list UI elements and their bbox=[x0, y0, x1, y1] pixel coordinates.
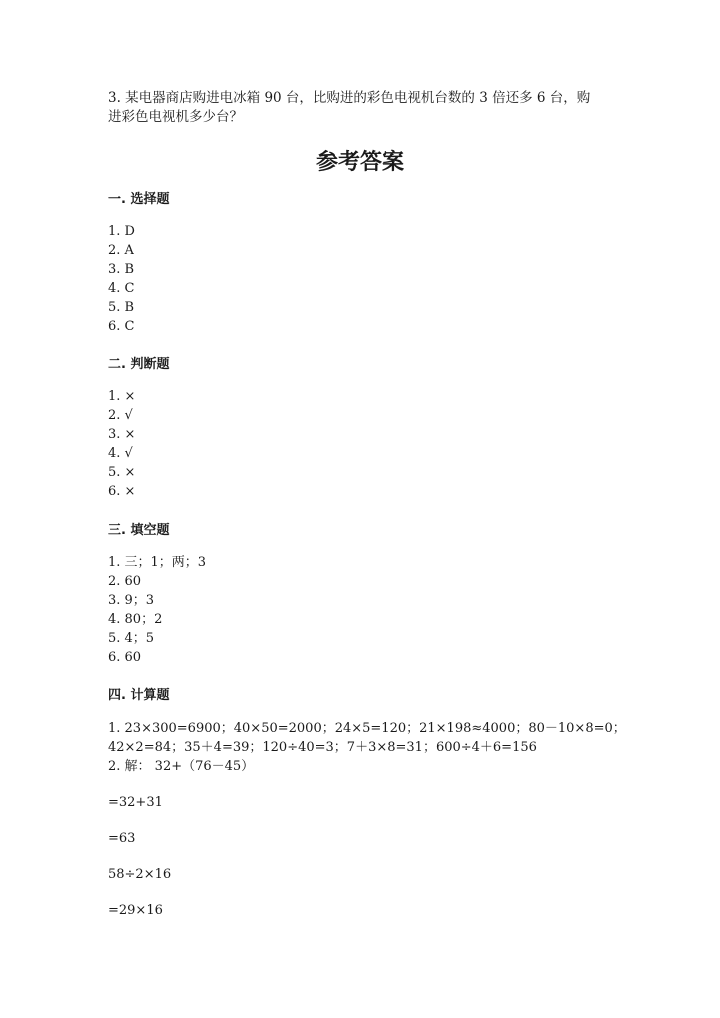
section-heading-fill-blank: 三. 填空题 bbox=[108, 523, 170, 538]
judgement-answer-1: 1. × bbox=[108, 389, 136, 404]
calculation-answer-1-line-1: 1. 23×300=6900；40×50=2000；24×5=120；21×198≈4000；80－10×8=0； bbox=[108, 721, 626, 736]
judgement-answer-5: 5. × bbox=[108, 465, 136, 480]
fill-blank-answer-6: 6. 60 bbox=[108, 650, 142, 665]
judgement-answer-2: 2. √ bbox=[108, 408, 133, 423]
calculation-step-2: =63 bbox=[108, 831, 136, 846]
question-3-line-2: 进彩色电视机多少台？ bbox=[108, 109, 243, 125]
fill-blank-answer-5: 5. 4；5 bbox=[108, 631, 155, 646]
calculation-step-1: =32+31 bbox=[108, 795, 163, 810]
choice-answer-2: 2. A bbox=[108, 243, 134, 258]
fill-blank-answer-1: 1. 三；1；两；3 bbox=[108, 555, 207, 570]
fill-blank-answer-3: 3. 9；3 bbox=[108, 593, 155, 608]
calculation-answer-1-line-2: 42×2=84；35＋4=39；120÷40=3；7＋3×8=31；600÷4＋6=156 bbox=[108, 740, 537, 755]
choice-answer-3: 3. B bbox=[108, 262, 135, 277]
judgement-answer-4: 4. √ bbox=[108, 446, 133, 461]
question-3-line-1: 3. 某电器商店购进电冰箱 90 台，比购进的彩色电视机台数的 3 倍还多 6 台，购 bbox=[108, 90, 591, 106]
section-heading-calculation: 四. 计算题 bbox=[108, 688, 170, 703]
choice-answer-6: 6. C bbox=[108, 319, 135, 334]
judgement-answer-3: 3. × bbox=[108, 427, 136, 442]
answer-title: 参考答案 bbox=[315, 149, 404, 175]
fill-blank-answer-2: 2. 60 bbox=[108, 574, 142, 589]
calculation-step-3: 58÷2×16 bbox=[108, 867, 172, 882]
choice-answer-5: 5. B bbox=[108, 300, 135, 315]
section-heading-judgement: 二. 判断题 bbox=[108, 357, 170, 372]
calculation-answer-2-header: 2. 解： 32+（76－45） bbox=[108, 759, 255, 774]
judgement-answer-6: 6. × bbox=[108, 484, 136, 499]
choice-answer-4: 4. C bbox=[108, 281, 135, 296]
choice-answer-1: 1. D bbox=[108, 224, 135, 239]
section-heading-choice: 一. 选择题 bbox=[108, 192, 170, 207]
calculation-step-4: =29×16 bbox=[108, 903, 163, 918]
fill-blank-answer-4: 4. 80；2 bbox=[108, 612, 163, 627]
